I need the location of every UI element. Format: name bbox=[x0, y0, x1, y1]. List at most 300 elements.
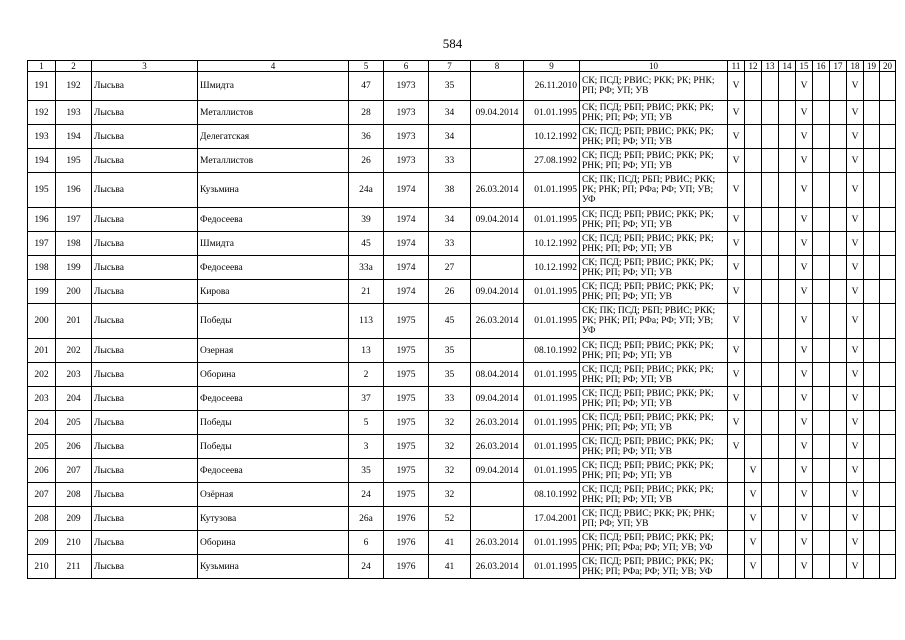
mark-cell: V bbox=[796, 459, 813, 483]
date-cell: 01.01.1995 bbox=[524, 363, 580, 387]
mark-cell bbox=[745, 101, 762, 125]
date-cell: 01.01.1995 bbox=[524, 411, 580, 435]
year-cell: 1975 bbox=[384, 411, 429, 435]
mark-cell bbox=[745, 208, 762, 232]
street-cell: Шмидта bbox=[198, 232, 349, 256]
codes-cell: СК; ПСД; РБП; РВИС; РКК; РК; РНК; РП; РФа; РФ; УП; УВ; УФ bbox=[580, 531, 728, 555]
table-row bbox=[28, 411, 896, 435]
mark-cell bbox=[745, 280, 762, 304]
city-cell: Лысьва bbox=[92, 256, 198, 280]
street-cell: Федосеева bbox=[198, 459, 349, 483]
object-number-cell: 211 bbox=[56, 555, 92, 579]
mark-cell bbox=[813, 435, 830, 459]
year-cell: 1975 bbox=[384, 304, 429, 339]
date-cell: 01.01.1995 bbox=[524, 280, 580, 304]
object-number-cell: 193 bbox=[56, 101, 92, 125]
table-row bbox=[28, 555, 896, 579]
house-number-cell: 45 bbox=[349, 232, 384, 256]
mark-cell bbox=[745, 339, 762, 363]
mark-cell bbox=[880, 555, 896, 579]
count-cell: 33 bbox=[429, 387, 471, 411]
mark-cell: V bbox=[796, 208, 813, 232]
city-cell: Лысьва bbox=[92, 435, 198, 459]
mark-cell: V bbox=[796, 173, 813, 208]
mark-cell bbox=[830, 101, 847, 125]
date-cell: 01.01.1995 bbox=[524, 304, 580, 339]
mark-cell: V bbox=[796, 256, 813, 280]
count-cell: 34 bbox=[429, 101, 471, 125]
mark-cell bbox=[813, 101, 830, 125]
house-number-cell: 26 bbox=[349, 149, 384, 173]
row-index-cell: 197 bbox=[28, 232, 56, 256]
mark-cell bbox=[864, 149, 880, 173]
mark-cell bbox=[813, 208, 830, 232]
date-cell: 26.03.2014 bbox=[471, 304, 524, 339]
mark-cell bbox=[728, 459, 745, 483]
col-header: 9 bbox=[524, 61, 580, 72]
mark-cell bbox=[813, 304, 830, 339]
col-header: 6 bbox=[384, 61, 429, 72]
count-cell: 32 bbox=[429, 435, 471, 459]
count-cell: 34 bbox=[429, 208, 471, 232]
mark-cell bbox=[880, 304, 896, 339]
mark-cell bbox=[864, 280, 880, 304]
mark-cell bbox=[864, 232, 880, 256]
mark-cell bbox=[762, 304, 779, 339]
mark-cell bbox=[779, 149, 796, 173]
mark-cell bbox=[864, 411, 880, 435]
date-cell: 27.08.1992 bbox=[524, 149, 580, 173]
col-header: 16 bbox=[813, 61, 830, 72]
mark-cell bbox=[830, 339, 847, 363]
mark-cell bbox=[779, 72, 796, 101]
city-cell: Лысьва bbox=[92, 232, 198, 256]
count-cell: 33 bbox=[429, 232, 471, 256]
mark-cell bbox=[745, 72, 762, 101]
col-header: 14 bbox=[779, 61, 796, 72]
mark-cell: V bbox=[728, 72, 745, 101]
mark-cell bbox=[762, 387, 779, 411]
city-cell: Лысьва bbox=[92, 507, 198, 531]
city-cell: Лысьва bbox=[92, 339, 198, 363]
mark-cell: V bbox=[745, 483, 762, 507]
row-index-cell: 207 bbox=[28, 483, 56, 507]
mark-cell bbox=[830, 411, 847, 435]
mark-cell bbox=[880, 387, 896, 411]
date-cell: 08.10.1992 bbox=[524, 339, 580, 363]
house-number-cell: 113 bbox=[349, 304, 384, 339]
row-index-cell: 200 bbox=[28, 304, 56, 339]
object-number-cell: 196 bbox=[56, 173, 92, 208]
house-number-cell: 35 bbox=[349, 459, 384, 483]
mark-cell bbox=[762, 72, 779, 101]
mark-cell: V bbox=[796, 531, 813, 555]
mark-cell: V bbox=[796, 72, 813, 101]
year-cell: 1976 bbox=[384, 507, 429, 531]
table-row bbox=[28, 363, 896, 387]
mark-cell bbox=[830, 483, 847, 507]
mark-cell: V bbox=[796, 507, 813, 531]
house-number-cell: 2 bbox=[349, 363, 384, 387]
mark-cell bbox=[830, 531, 847, 555]
mark-cell bbox=[864, 339, 880, 363]
table-row bbox=[28, 149, 896, 173]
mark-cell: V bbox=[728, 280, 745, 304]
mark-cell bbox=[813, 125, 830, 149]
street-cell: Победы bbox=[198, 435, 349, 459]
mark-cell bbox=[880, 232, 896, 256]
count-cell: 41 bbox=[429, 555, 471, 579]
mark-cell bbox=[813, 411, 830, 435]
date-cell bbox=[471, 72, 524, 101]
mark-cell bbox=[762, 531, 779, 555]
row-index-cell: 199 bbox=[28, 280, 56, 304]
street-cell: Металлистов bbox=[198, 101, 349, 125]
mark-cell: V bbox=[847, 232, 864, 256]
codes-cell: СК; ПК; ПСД; РБП; РВИС; РКК; РК; РНК; РП; РФа; РФ; УП; УВ; УФ bbox=[580, 173, 728, 208]
mark-cell bbox=[779, 483, 796, 507]
mark-cell bbox=[779, 507, 796, 531]
mark-cell bbox=[864, 173, 880, 208]
row-index-cell: 201 bbox=[28, 339, 56, 363]
city-cell: Лысьва bbox=[92, 173, 198, 208]
mark-cell bbox=[762, 173, 779, 208]
mark-cell bbox=[762, 411, 779, 435]
mark-cell: V bbox=[796, 149, 813, 173]
codes-cell: СК; ПСД; РБП; РВИС; РКК; РК; РНК; РП; РФа; РФ; УП; УВ; УФ bbox=[580, 555, 728, 579]
date-cell: 09.04.2014 bbox=[471, 208, 524, 232]
count-cell: 45 bbox=[429, 304, 471, 339]
count-cell: 38 bbox=[429, 173, 471, 208]
year-cell: 1976 bbox=[384, 555, 429, 579]
table-row bbox=[28, 459, 896, 483]
mark-cell: V bbox=[728, 232, 745, 256]
street-cell: Кузьмина bbox=[198, 555, 349, 579]
mark-cell bbox=[830, 555, 847, 579]
date-cell bbox=[471, 232, 524, 256]
date-cell: 10.12.1992 bbox=[524, 125, 580, 149]
codes-cell: СК; ПСД; РБП; РВИС; РКК; РК; РНК; РП; РФ; УП; УВ bbox=[580, 363, 728, 387]
mark-cell: V bbox=[728, 101, 745, 125]
mark-cell bbox=[864, 125, 880, 149]
table-row bbox=[28, 208, 896, 232]
mark-cell bbox=[762, 363, 779, 387]
year-cell: 1975 bbox=[384, 483, 429, 507]
row-index-cell: 193 bbox=[28, 125, 56, 149]
object-number-cell: 203 bbox=[56, 363, 92, 387]
mark-cell: V bbox=[796, 411, 813, 435]
count-cell: 35 bbox=[429, 72, 471, 101]
mark-cell bbox=[762, 507, 779, 531]
table-row bbox=[28, 507, 896, 531]
street-cell: Кузьмина bbox=[198, 173, 349, 208]
mark-cell: V bbox=[728, 173, 745, 208]
city-cell: Лысьва bbox=[92, 304, 198, 339]
date-cell bbox=[471, 483, 524, 507]
mark-cell bbox=[864, 459, 880, 483]
codes-cell: СК; ПСД; РБП; РВИС; РКК; РК; РНК; РП; РФ; УП; УВ bbox=[580, 459, 728, 483]
year-cell: 1975 bbox=[384, 459, 429, 483]
mark-cell: V bbox=[796, 435, 813, 459]
street-cell: Шмидта bbox=[198, 72, 349, 101]
date-cell: 10.12.1992 bbox=[524, 256, 580, 280]
mark-cell bbox=[830, 363, 847, 387]
mark-cell bbox=[830, 72, 847, 101]
mark-cell: V bbox=[728, 339, 745, 363]
street-cell: Металлистов bbox=[198, 149, 349, 173]
city-cell: Лысьва bbox=[92, 411, 198, 435]
mark-cell bbox=[728, 507, 745, 531]
date-cell: 09.04.2014 bbox=[471, 459, 524, 483]
house-number-cell: 13 bbox=[349, 339, 384, 363]
codes-cell: СК; ПСД; РБП; РВИС; РКК; РК; РНК; РП; РФ; УП; УВ bbox=[580, 411, 728, 435]
mark-cell bbox=[745, 173, 762, 208]
col-header: 7 bbox=[429, 61, 471, 72]
mark-cell: V bbox=[847, 435, 864, 459]
count-cell: 26 bbox=[429, 280, 471, 304]
mark-cell bbox=[864, 208, 880, 232]
mark-cell bbox=[779, 232, 796, 256]
table-row bbox=[28, 387, 896, 411]
mark-cell bbox=[880, 411, 896, 435]
col-header: 11 bbox=[728, 61, 745, 72]
city-cell: Лысьва bbox=[92, 125, 198, 149]
date-cell bbox=[471, 256, 524, 280]
codes-cell: СК; ПСД; РБП; РВИС; РКК; РК; РНК; РП; РФ; УП; УВ bbox=[580, 339, 728, 363]
codes-cell: СК; ПСД; РБП; РВИС; РКК; РК; РНК; РП; РФ; УП; УВ bbox=[580, 280, 728, 304]
col-header: 19 bbox=[864, 61, 880, 72]
mark-cell: V bbox=[796, 101, 813, 125]
mark-cell bbox=[880, 507, 896, 531]
mark-cell: V bbox=[796, 555, 813, 579]
mark-cell bbox=[745, 387, 762, 411]
mark-cell bbox=[830, 280, 847, 304]
housing-register-table bbox=[27, 60, 896, 579]
col-header: 13 bbox=[762, 61, 779, 72]
codes-cell: СК; ПСД; РБП; РВИС; РКК; РК; РНК; РП; РФ; УП; УВ bbox=[580, 208, 728, 232]
codes-cell: СК; ПСД; РБП; РВИС; РКК; РК; РНК; РП; РФ; УП; УВ bbox=[580, 149, 728, 173]
house-number-cell: 36 bbox=[349, 125, 384, 149]
mark-cell bbox=[779, 280, 796, 304]
mark-cell bbox=[779, 555, 796, 579]
street-cell: Озерная bbox=[198, 339, 349, 363]
year-cell: 1975 bbox=[384, 435, 429, 459]
table-row bbox=[28, 304, 896, 339]
col-header: 2 bbox=[56, 61, 92, 72]
mark-cell: V bbox=[728, 208, 745, 232]
mark-cell bbox=[880, 339, 896, 363]
col-header: 10 bbox=[580, 61, 728, 72]
mark-cell bbox=[813, 256, 830, 280]
mark-cell bbox=[762, 459, 779, 483]
street-cell: Кутузова bbox=[198, 507, 349, 531]
mark-cell bbox=[880, 149, 896, 173]
col-header: 8 bbox=[471, 61, 524, 72]
mark-cell bbox=[813, 387, 830, 411]
count-cell: 35 bbox=[429, 363, 471, 387]
table-row bbox=[28, 101, 896, 125]
mark-cell bbox=[745, 363, 762, 387]
mark-cell bbox=[762, 256, 779, 280]
date-cell: 17.04.2001 bbox=[524, 507, 580, 531]
mark-cell bbox=[745, 256, 762, 280]
date-cell: 09.04.2014 bbox=[471, 101, 524, 125]
table-row bbox=[28, 435, 896, 459]
object-number-cell: 205 bbox=[56, 411, 92, 435]
mark-cell bbox=[864, 435, 880, 459]
mark-cell bbox=[745, 232, 762, 256]
mark-cell bbox=[813, 531, 830, 555]
mark-cell: V bbox=[847, 101, 864, 125]
mark-cell: V bbox=[847, 459, 864, 483]
row-index-cell: 192 bbox=[28, 101, 56, 125]
object-number-cell: 200 bbox=[56, 280, 92, 304]
date-cell: 01.01.1995 bbox=[524, 555, 580, 579]
mark-cell bbox=[728, 483, 745, 507]
mark-cell bbox=[864, 304, 880, 339]
mark-cell: V bbox=[728, 387, 745, 411]
header-row bbox=[28, 61, 896, 72]
codes-cell: СК; ПСД; РБП; РВИС; РКК; РК; РНК; РП; РФ; УП; УВ bbox=[580, 125, 728, 149]
year-cell: 1974 bbox=[384, 208, 429, 232]
city-cell: Лысьва bbox=[92, 101, 198, 125]
street-cell: Федосеева bbox=[198, 256, 349, 280]
mark-cell bbox=[745, 435, 762, 459]
object-number-cell: 194 bbox=[56, 125, 92, 149]
mark-cell: V bbox=[796, 125, 813, 149]
date-cell bbox=[471, 339, 524, 363]
mark-cell: V bbox=[847, 72, 864, 101]
count-cell: 32 bbox=[429, 483, 471, 507]
mark-cell: V bbox=[847, 280, 864, 304]
codes-cell: СК; ПСД; РБП; РВИС; РКК; РК; РНК; РП; РФ; УП; УВ bbox=[580, 387, 728, 411]
city-cell: Лысьва bbox=[92, 387, 198, 411]
mark-cell: V bbox=[796, 363, 813, 387]
mark-cell bbox=[779, 363, 796, 387]
col-header: 5 bbox=[349, 61, 384, 72]
date-cell bbox=[471, 125, 524, 149]
col-header: 17 bbox=[830, 61, 847, 72]
house-number-cell: 24а bbox=[349, 173, 384, 208]
year-cell: 1973 bbox=[384, 101, 429, 125]
mark-cell bbox=[864, 101, 880, 125]
date-cell: 10.12.1992 bbox=[524, 232, 580, 256]
mark-cell: V bbox=[847, 304, 864, 339]
object-number-cell: 202 bbox=[56, 339, 92, 363]
codes-cell: СК; ПСД; РБП; РВИС; РКК; РК; РНК; РП; РФ; УП; УВ bbox=[580, 483, 728, 507]
col-header: 3 bbox=[92, 61, 198, 72]
table-body bbox=[28, 72, 896, 579]
mark-cell bbox=[864, 256, 880, 280]
table-row bbox=[28, 232, 896, 256]
year-cell: 1973 bbox=[384, 125, 429, 149]
date-cell: 01.01.1995 bbox=[524, 459, 580, 483]
mark-cell: V bbox=[796, 339, 813, 363]
mark-cell bbox=[813, 280, 830, 304]
mark-cell bbox=[779, 339, 796, 363]
row-index-cell: 198 bbox=[28, 256, 56, 280]
mark-cell bbox=[864, 555, 880, 579]
city-cell: Лысьва bbox=[92, 280, 198, 304]
row-index-cell: 210 bbox=[28, 555, 56, 579]
mark-cell bbox=[864, 363, 880, 387]
date-cell: 01.01.1995 bbox=[524, 173, 580, 208]
object-number-cell: 210 bbox=[56, 531, 92, 555]
row-index-cell: 191 bbox=[28, 72, 56, 101]
year-cell: 1975 bbox=[384, 387, 429, 411]
mark-cell bbox=[813, 507, 830, 531]
object-number-cell: 207 bbox=[56, 459, 92, 483]
date-cell: 08.10.1992 bbox=[524, 483, 580, 507]
mark-cell: V bbox=[745, 531, 762, 555]
mark-cell bbox=[830, 232, 847, 256]
object-number-cell: 199 bbox=[56, 256, 92, 280]
mark-cell bbox=[864, 507, 880, 531]
mark-cell bbox=[745, 411, 762, 435]
count-cell: 32 bbox=[429, 411, 471, 435]
mark-cell: V bbox=[728, 256, 745, 280]
date-cell: 09.04.2014 bbox=[471, 387, 524, 411]
mark-cell: V bbox=[847, 149, 864, 173]
mark-cell bbox=[779, 304, 796, 339]
col-header: 15 bbox=[796, 61, 813, 72]
mark-cell bbox=[745, 304, 762, 339]
mark-cell bbox=[813, 459, 830, 483]
year-cell: 1974 bbox=[384, 173, 429, 208]
object-number-cell: 201 bbox=[56, 304, 92, 339]
street-cell: Оборина bbox=[198, 531, 349, 555]
mark-cell bbox=[762, 232, 779, 256]
count-cell: 52 bbox=[429, 507, 471, 531]
mark-cell bbox=[813, 555, 830, 579]
table-row bbox=[28, 72, 896, 101]
date-cell: 01.01.1995 bbox=[524, 387, 580, 411]
mark-cell bbox=[830, 304, 847, 339]
city-cell: Лысьва bbox=[92, 531, 198, 555]
mark-cell bbox=[779, 459, 796, 483]
mark-cell bbox=[864, 387, 880, 411]
mark-cell: V bbox=[745, 555, 762, 579]
mark-cell bbox=[762, 149, 779, 173]
house-number-cell: 6 bbox=[349, 531, 384, 555]
mark-cell bbox=[779, 256, 796, 280]
object-number-cell: 195 bbox=[56, 149, 92, 173]
object-number-cell: 206 bbox=[56, 435, 92, 459]
codes-cell: СК; ПСД; РБП; РВИС; РКК; РК; РНК; РП; РФ; УП; УВ bbox=[580, 435, 728, 459]
mark-cell bbox=[779, 173, 796, 208]
date-cell: 26.03.2014 bbox=[471, 411, 524, 435]
date-cell bbox=[471, 507, 524, 531]
table-row bbox=[28, 483, 896, 507]
mark-cell bbox=[762, 208, 779, 232]
mark-cell bbox=[762, 435, 779, 459]
mark-cell: V bbox=[847, 339, 864, 363]
codes-cell: СК; ПСД; РВИС; РКК; РК; РНК; РП; РФ; УП; УВ bbox=[580, 72, 728, 101]
mark-cell bbox=[830, 435, 847, 459]
street-cell: Кирова bbox=[198, 280, 349, 304]
table-row bbox=[28, 173, 896, 208]
mark-cell: V bbox=[796, 483, 813, 507]
mark-cell: V bbox=[745, 459, 762, 483]
mark-cell bbox=[864, 72, 880, 101]
mark-cell bbox=[745, 149, 762, 173]
street-cell: Федосеева bbox=[198, 208, 349, 232]
object-number-cell: 209 bbox=[56, 507, 92, 531]
date-cell: 09.04.2014 bbox=[471, 280, 524, 304]
mark-cell: V bbox=[847, 531, 864, 555]
codes-cell: СК; ПСД; РБП; РВИС; РКК; РК; РНК; РП; РФ; УП; УВ bbox=[580, 232, 728, 256]
mark-cell: V bbox=[847, 555, 864, 579]
